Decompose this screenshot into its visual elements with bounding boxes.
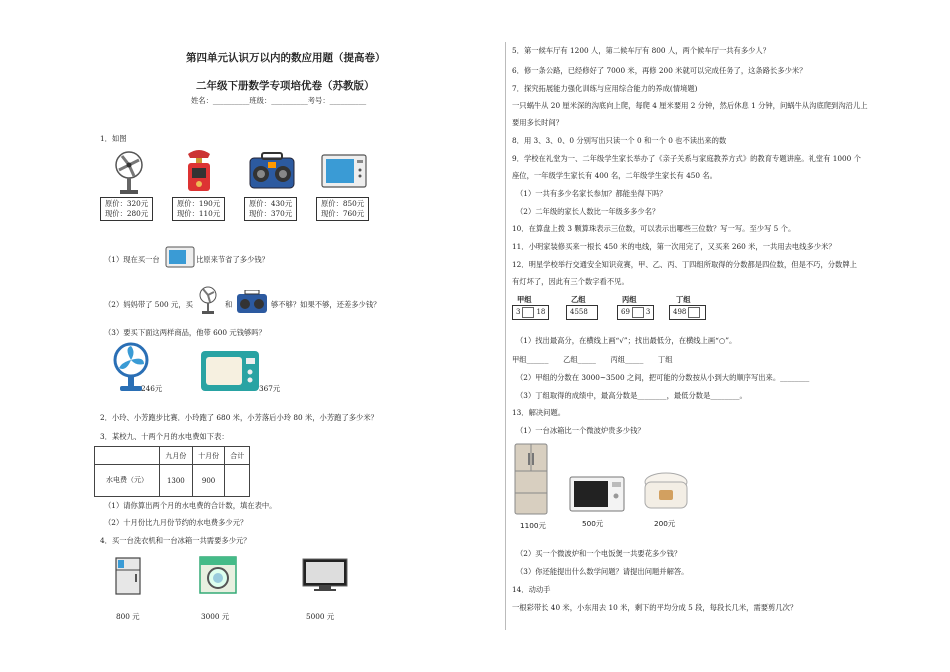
q1-2-text-b: 和 <box>225 300 233 309</box>
score-digits: 18 <box>536 308 546 316</box>
fan-icon <box>112 150 146 196</box>
q9-line2: 座位，一年级学生家长有 400 名，二年级学生家长有 450 名。 <box>512 171 717 180</box>
q1-1-text-b: 比原来节省了多少钱？ <box>196 255 269 264</box>
q13-1-text: （1）一台冰箱比一个微波炉贵多少钱？ <box>516 426 645 435</box>
q9-2-text: （2）二年级的家长人数比一年级多多少名？ <box>516 207 660 216</box>
microwave-small-icon <box>165 246 195 268</box>
q9-1-text: （1）一共有多少名家长参加？都能坐得下吗？ <box>516 189 667 198</box>
table-cell: 1300 <box>160 465 193 497</box>
radio-small-icon <box>236 290 268 314</box>
q7-line2: 要用多长时间？ <box>512 118 564 127</box>
title-sub: 二年级下册数学专项培优卷（苏教版） <box>196 80 375 92</box>
microwave-oven-icon <box>200 350 260 394</box>
q4-text: 4．买一台洗衣机和一台冰箱一共需要多少元？ <box>100 536 251 545</box>
price-current: 现价：370元 <box>249 209 293 218</box>
q12-2-text: （2）甲组的分数在 3000~3500 之间，把可能的分数按从小到大的顺序写出来。________ <box>516 373 810 382</box>
q12-line2: 有灯坏了，因此有三个数字看不见。 <box>512 277 629 286</box>
score-board-ding <box>669 305 706 320</box>
q12-1-text: （1）找出最高分，在横线上画“√”；找出最低分，在横线上画“○”。 <box>516 336 737 345</box>
price-box-telephone <box>172 197 225 221</box>
washing-machine-icon <box>199 556 237 594</box>
price-current: 现价：280元 <box>105 209 149 218</box>
fan-small-icon <box>197 285 219 315</box>
group-name: 丙组 <box>622 295 637 304</box>
q12-blanks[interactable]: 甲组______ 乙组_____ 丙组_____ 丁组 <box>512 355 673 364</box>
q6-text: 6．修一条公路，已经修好了 7000 米，再修 200 米就可以完成任务了，这条路长多少米？ <box>512 66 807 75</box>
hidden-digit <box>522 307 534 318</box>
rice-cooker-icon <box>642 470 690 514</box>
refrigerator-icon <box>513 443 549 517</box>
score-digits: 3 <box>645 308 651 316</box>
table-header: 九月份 <box>160 447 193 465</box>
score-digits: 4558 <box>570 308 588 316</box>
radio-icon <box>248 152 296 192</box>
column-divider <box>505 42 506 630</box>
q5-text: 5．第一候车厅有 1200 人，第二候车厅有 800 人，两个候车厅一共有多少人？ <box>512 46 771 55</box>
student-info: 姓名：__________班级：__________考号：__________ <box>191 96 367 105</box>
table-row-label: 水电费（元） <box>95 465 160 497</box>
price-current: 现价：760元 <box>321 209 365 218</box>
price-box-microwave <box>316 197 369 221</box>
washer-price: 3000 元 <box>201 612 230 621</box>
score-digits: 498 <box>673 308 687 316</box>
hidden-digit <box>632 307 644 318</box>
q1-2-text-a: （2）妈妈带了 500 元，买 <box>104 300 193 309</box>
table-cell-total[interactable] <box>225 465 250 497</box>
score-board-bing <box>617 305 654 320</box>
desk-fan-price: 246元 <box>141 384 163 393</box>
q14-problem: 一根彩带长 40 米，小东用去 10 米，剩下的平均分成 5 段，每段长几米，需要剪几次？ <box>512 603 798 612</box>
score-digits: 69 <box>621 308 630 316</box>
q1-label: 1．如图 <box>100 134 127 143</box>
price-box-radio <box>244 197 297 221</box>
price-original: 原价：430元 <box>249 199 293 208</box>
q3-1-text: （1）请你算出两个月的水电费的合计数，填在表中。 <box>104 501 277 510</box>
fridge-price: 800 元 <box>116 612 140 621</box>
q8-text: 8．用 3、3、0、0 分别写出只读一个 0 和一个 0 也不读出来的数 <box>512 136 727 145</box>
q9-line1: 9．学校在礼堂为一、二年级学生家长举办了《亲子关系与家庭教养方式》的教育专题讲座。礼堂有 1000 个 <box>512 154 861 163</box>
q7-line1: 一只蜗牛从 20 厘米深的沟底向上爬，每爬 4 厘米要用 2 分钟，然后休息 1 分钟，问蜗牛从沟底爬到沟沿儿上 <box>512 101 868 110</box>
group-name: 丁组 <box>676 295 691 304</box>
group-name: 乙组 <box>571 295 586 304</box>
table-header: 十月份 <box>192 447 225 465</box>
q3-2-text: （2）十月份比九月份节约的水电费多少元？ <box>104 518 248 527</box>
q10-text: 10．在算盘上拨 3 颗算珠表示三位数，可以表示出哪些三位数？写一写。至少写 5 个。 <box>512 224 796 233</box>
group-name: 甲组 <box>517 295 532 304</box>
price-current: 现价：110元 <box>177 209 221 218</box>
small-fridge-icon <box>114 556 142 596</box>
q12-3-text: （3）丁组取得的成绩中，最高分数是________，最低分数是________。 <box>516 391 747 400</box>
title-main: 第四单元认识万以内的数应用题（提高卷） <box>186 52 386 64</box>
q11-text: 11．小明家装修买来一根长 450 米的电线，第一次用完了，又买来 260 米，一共用去电线多少米？ <box>512 242 836 251</box>
q13-text: 13．解决问题。 <box>512 408 566 417</box>
q7-title: 7．探究拓展能力强化训练与应用综合能力的养成(情境题) <box>512 84 698 93</box>
fridge-price: 1100元 <box>520 521 546 530</box>
rice-cooker-price: 200元 <box>654 519 676 528</box>
q1-3-text: （3）要买下面这两样商品，他带 600 元钱够吗？ <box>104 328 266 337</box>
price-original: 原价：190元 <box>177 199 221 208</box>
table-header <box>95 447 160 465</box>
microwave-appliance-icon <box>569 476 625 512</box>
microwave-price: 500元 <box>582 519 604 528</box>
q3-text: 3．某校九、十两个月的水电费如下表： <box>100 432 229 441</box>
table-header: 合计 <box>225 447 250 465</box>
price-original: 原价：320元 <box>105 199 149 208</box>
microwave-icon <box>321 154 367 188</box>
television-icon <box>302 558 348 592</box>
tv-price: 5000 元 <box>306 612 335 621</box>
q1-2-text-c: 够不够？如果不够，还差多少钱？ <box>271 300 381 309</box>
score-board-yi <box>566 305 598 320</box>
q14-text: 14．动动手 <box>512 585 551 594</box>
microwave-oven-price: 367元 <box>259 384 281 393</box>
telephone-icon <box>182 148 216 196</box>
score-digits: 3 <box>516 308 521 316</box>
utility-table <box>94 446 250 497</box>
q1-1-text-a: （1）现在买一台 <box>104 255 160 264</box>
q13-2-text: （2）买一个微波炉和一个电饭煲一共要花多少钱？ <box>516 549 682 558</box>
price-box-fan <box>100 197 153 221</box>
q13-3-text: （3）你还能提出什么数学问题？请提出问题并解答。 <box>516 567 689 576</box>
table-cell: 900 <box>192 465 225 497</box>
score-board-jia <box>512 305 549 320</box>
q2-text: 2．小玲、小芳跑步比赛．小玲跑了 680 米，小芳落后小玲 80 米，小芳跑了多少米？ <box>100 413 378 422</box>
hidden-digit <box>688 307 700 318</box>
price-original: 原价：850元 <box>321 199 365 208</box>
q12-line1: 12．明星学校举行交通安全知识竞赛，甲、乙、丙、丁四组所取得的分数都是四位数，但是不巧，分数牌上 <box>512 260 857 269</box>
